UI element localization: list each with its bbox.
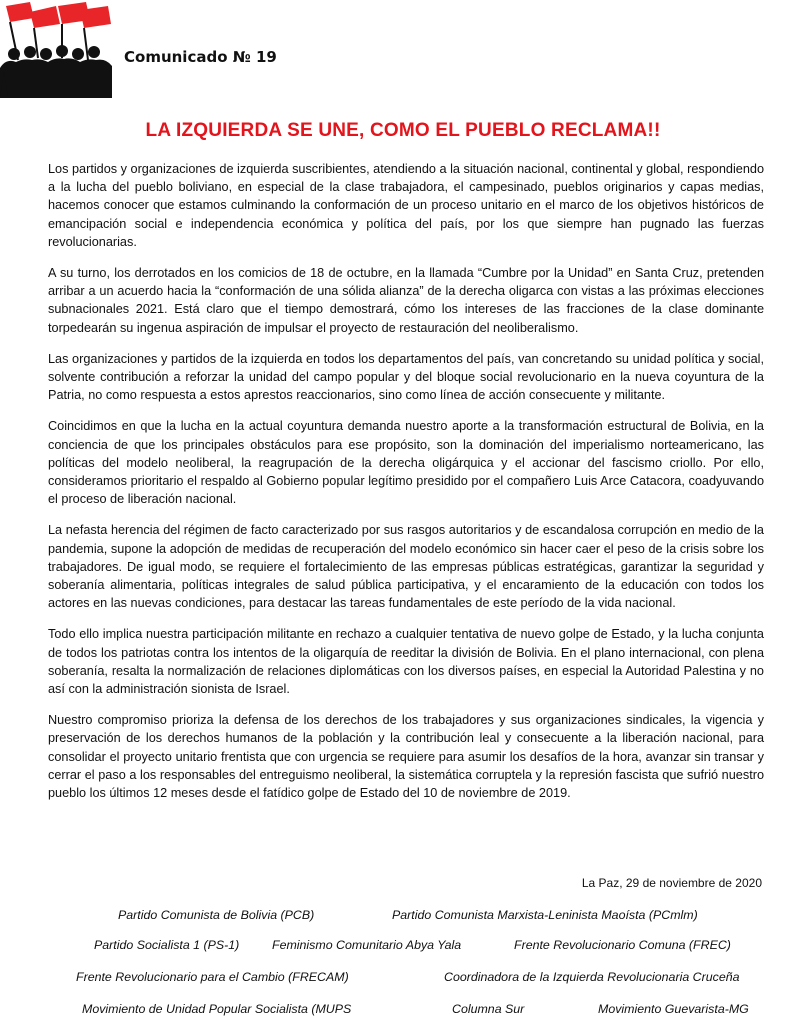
signatory: Frente Revolucionario para el Cambio (FRECAM): [76, 970, 349, 984]
signatory: Partido Socialista 1 (PS-1): [94, 938, 240, 952]
signatory-row: [0, 1002, 806, 1024]
signatory: Partido Comunista de Bolivia (PCB): [118, 908, 315, 922]
signatory: Feminismo Comunitario Abya Yala: [272, 938, 462, 952]
signatory-row: [0, 970, 806, 992]
paragraph: Coincidimos en que la lucha en la actual coyuntura demanda nuestro aporte a la transformación estructural de Bolivia, en la conciencia de que los principales obstáculos para ese propósito, son la dominación del imperialismo norteamericano, las políticas del modelo neoliberal, la reagrupación de la derecha oligárquica y el accionar del fascismo criollo. Por ello, consideramos prioritario el respaldo al Gobierno popular legítimo presidido por el compañero Luis Arce Catacora, coadyuvando el proceso de liberación nacional.: [48, 419, 764, 507]
paragraph: A su turno, los derrotados en los comicios de 18 de octubre, en la llamada “Cumbre por la Unidad” en Santa Cruz, pretenden arribar a un acuerdo hacia la “conformación de una sólida alianza” de la derecha oligarca con vistas a las próximas elecciones subnacionales 2021. Está claro que el tiempo demostrará, cómo los intereses de las fracciones de la clase dominante torpedearán su ingenua aspiración de impulsar el proyecto de restauración del neoliberalismo.: [48, 266, 764, 335]
signatory: Movimiento Guevarista-MG: [598, 1002, 749, 1016]
document-date: La Paz, 29 de noviembre de 2020: [581, 876, 762, 890]
header: [0, 0, 806, 110]
paragraph: Nuestro compromiso prioriza la defensa de los derechos de los trabajadores y sus organizaciones sindicales, la vigencia y preservación de los derechos humanos de la población y la contribución leal y consecuente a la liberación nacional, para consolidar el proyecto unitario frentista que con urgencia se requiere para asumir los desafíos de la hora, avanzar sin transar y cerrar el paso a los responsables del entreguismo neoliberal, la sistemática corruptela y la represión fascista que sufrió nuestro pueblo los últimos 12 meses desde el fatídico golpe de Estado del 10 de noviembre de 2019.: [48, 713, 764, 801]
signatory: Coordinadora de la Izquierda Revolucionaria Cruceña: [444, 970, 740, 984]
paragraph: La nefasta herencia del régimen de facto caracterizado por sus rasgos autoritarios y de escandalosa corrupción en medio de la pandemia, supone la adopción de medidas de recuperación del modelo económico sin hacer caer el peso de la crisis sobre los trabajadores. De igual modo, se requiere el fortalecimiento de las empresas públicas estratégicas, garantizar la seguridad y soberanía alimentaria, políticas integrales de salud pública participativa, y el encaramiento de la educación con todos los actores en las nuevas condiciones, para destacar las tareas fundamentales de este período de la vida nacional.: [48, 523, 764, 611]
document-body: [48, 160, 764, 815]
paragraph: Todo ello implica nuestra participación militante en rechazo a cualquier tentativa de nuevo golpe de Estado, y la lucha conjunta de todos los patriotas contra los intentos de la oligarquía de reeditar la división de Bolivia. En el plano internacional, con plena soberanía, resalta la normalización de relaciones diplomáticas con los diversos países, en especial la Autoridad Palestina y no así con la administración sionista de Israel.: [48, 627, 764, 697]
signatory-row: [0, 938, 806, 960]
protest-flags-icon: [0, 2, 112, 98]
document-number: Comunicado № 19: [124, 48, 277, 66]
signatory: Partido Comunista Marxista-Leninista Maoísta (PCmlm): [392, 908, 698, 922]
signatory: Movimiento de Unidad Popular Socialista (MUPS: [82, 1002, 352, 1016]
signatory: Frente Revolucionario Comuna (FREC): [514, 938, 731, 952]
paragraph: Las organizaciones y partidos de la izquierda en todos los departamentos del país, van concretando su unidad política y social, solvente contribución a reforzar la unidad del campo popular y del bloque social revolucionario en la nueva coyuntura de la Patria, no como respuesta a estos aprestos reaccionarios, sino como línea de acción consecuente y militante.: [48, 351, 764, 403]
signatory-row: [0, 908, 806, 930]
document-title: LA IZQUIERDA SE UNE, COMO EL PUEBLO RECLAMA!!: [145, 120, 661, 141]
paragraph: Los partidos y organizaciones de izquierda suscribientes, atendiendo a la situación nacional, continental y global, respondiendo a la lucha del pueblo boliviano, en especial de la clase trabajadora, el campesinado, pueblos originarios y capas medias, hacemos conocer que estamos culminando la conformación de un proceso unitario en el marco de los objetivos históricos de emancipación social e independencia económica y política del país, por los que siempre han pugnado las fuerzas revolucionarias.: [48, 162, 764, 249]
signatory: Columna Sur: [452, 1002, 525, 1016]
